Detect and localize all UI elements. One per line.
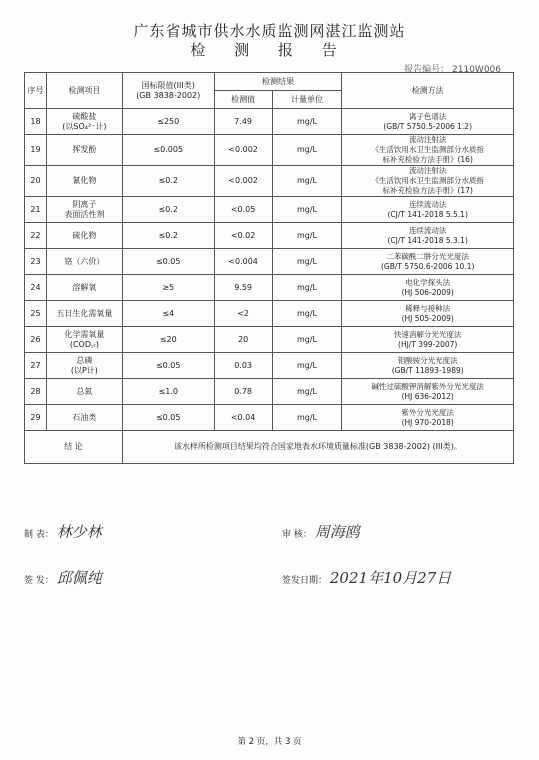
cell-limit xyxy=(122,405,214,431)
cell-value-line: <0.04 xyxy=(230,412,256,422)
cell-value xyxy=(214,327,272,353)
cell-unit-line: mg/L xyxy=(296,256,317,266)
cell-method xyxy=(342,275,514,301)
cell-limit-line: ≤4 xyxy=(162,308,175,318)
cell-method-line: 标补充检验方法手册》(17) xyxy=(382,186,473,195)
cell-method-line: (GB/T 5750.5-2006 1.2) xyxy=(383,121,473,131)
cell-method-line: 电化学探头法 xyxy=(405,277,451,287)
cell-item-line: 硫化物 xyxy=(72,230,97,240)
cell-method-line: 连续流动法 xyxy=(408,225,447,235)
cell-seq xyxy=(25,166,47,197)
cell-item-line: 总磷 xyxy=(76,355,93,365)
cell-method-line: 稀释与接种法 xyxy=(405,303,451,313)
cell-limit-line: ≤20 xyxy=(159,334,177,344)
cell-seq-line: 23 xyxy=(30,256,41,266)
cell-seq xyxy=(25,301,47,327)
cell-value-line: 0.78 xyxy=(234,386,252,396)
cell-method xyxy=(342,223,514,249)
table-row xyxy=(25,301,514,327)
cell-value xyxy=(214,109,272,135)
cell-value xyxy=(214,275,272,301)
cell-seq xyxy=(25,379,47,405)
cell-unit xyxy=(272,275,342,301)
cell-unit-line: mg/L xyxy=(296,334,317,344)
cell-value xyxy=(214,166,272,197)
cell-unit xyxy=(272,379,342,405)
cell-seq-line: 21 xyxy=(30,204,41,214)
table-row xyxy=(25,249,514,275)
conclusion-text: 该水样所检测项目结果均符合国家地表水环境质量标准(GB 3838-2002) (III类)。 xyxy=(122,431,513,464)
cell-method-line: 钼酸铵分光光度法 xyxy=(397,355,458,365)
results-table xyxy=(24,72,514,464)
cell-unit xyxy=(272,166,342,197)
cell-limit-line: ≤0.05 xyxy=(155,256,181,266)
cell-unit xyxy=(272,109,342,135)
table-row xyxy=(25,166,514,197)
table-row xyxy=(25,327,514,353)
cell-method-line: (GB/T 5750.6-2006 10.1) xyxy=(380,261,475,271)
cell-value-line: <0.002 xyxy=(228,176,258,185)
cell-seq xyxy=(25,197,47,223)
org-title: 广东省城市供水水质监测网湛江监测站 xyxy=(133,22,406,40)
cell-limit-line: ≤250 xyxy=(157,116,180,126)
cell-limit xyxy=(122,379,214,405)
cell-unit-line: mg/L xyxy=(296,282,317,292)
cell-seq xyxy=(25,353,47,379)
cell-unit-line: mg/L xyxy=(296,360,317,370)
table-row xyxy=(25,197,514,223)
cell-item-line: 阴离子 xyxy=(72,199,97,209)
cell-method xyxy=(342,301,514,327)
cell-value-line: <0.004 xyxy=(228,256,258,266)
issue-date xyxy=(282,567,451,588)
cell-limit-line: ≤0.2 xyxy=(158,204,178,214)
cell-value xyxy=(214,249,272,275)
cell-item-line: 五日生化需氧量 xyxy=(56,308,113,318)
cell-method-line: 《生活饮用水卫生监测部分水质指 xyxy=(371,176,484,185)
cell-item xyxy=(46,379,122,405)
cell-item xyxy=(46,109,122,135)
prepared-label: 制 表： xyxy=(24,530,54,540)
cell-item xyxy=(46,249,122,275)
cell-method-line: 《生活饮用水卫生监测部分水质指 xyxy=(371,145,484,154)
cell-value xyxy=(214,379,272,405)
cell-value-line: <0.02 xyxy=(230,230,256,240)
cell-limit-line: ≥5 xyxy=(162,282,175,292)
report-number-value: 2110W006 xyxy=(452,65,501,75)
cell-seq-line: 22 xyxy=(30,230,41,240)
cell-method xyxy=(342,135,514,166)
cell-method xyxy=(342,405,514,431)
prepared-signature: 林少林 xyxy=(56,523,102,541)
cell-seq xyxy=(25,275,47,301)
cell-method-line: 流动注射法 xyxy=(408,135,447,144)
cell-unit-line: mg/L xyxy=(296,145,317,154)
header-item: 检测项目 xyxy=(46,73,122,109)
cell-method-line: 二苯碳酰二肼分光光度法 xyxy=(386,251,469,261)
cell-method-line: 快速消解分光光度法 xyxy=(393,329,462,339)
cell-item xyxy=(46,135,122,166)
cell-value-line: <0.002 xyxy=(228,145,258,154)
cell-unit xyxy=(272,301,342,327)
cell-method-line: (CJ/T 141-2018 5.5.1) xyxy=(387,209,468,219)
cell-method-line: (HJ/T 399-2007) xyxy=(398,339,458,349)
cell-limit xyxy=(122,249,214,275)
cell-unit-line: mg/L xyxy=(296,308,317,318)
cell-unit-line: mg/L xyxy=(296,412,317,422)
cell-method-line: (GB/T 11893-1989) xyxy=(391,365,464,375)
cell-item-line: (以SO₄²⁻计) xyxy=(62,121,107,131)
cell-method xyxy=(342,379,514,405)
cell-value-line: 7.49 xyxy=(234,116,252,126)
cell-seq-line: 20 xyxy=(30,176,41,185)
header-method: 检测方法 xyxy=(342,73,514,109)
cell-unit xyxy=(272,135,342,166)
cell-value xyxy=(214,223,272,249)
cell-item-line: 总氮 xyxy=(76,386,93,396)
cell-unit-line: mg/L xyxy=(296,230,317,240)
reviewed-by xyxy=(282,521,360,542)
cell-method-line: 连续流动法 xyxy=(408,199,447,209)
cell-limit xyxy=(122,275,214,301)
cell-method-line: 紫外分光光度法 xyxy=(401,407,454,417)
cell-method-line: (HJ 506-2009) xyxy=(401,287,454,297)
cell-item-line: 溶解氧 xyxy=(72,282,97,292)
cell-limit-line: ≤0.2 xyxy=(158,176,178,185)
header-limit-std: (GB 3838-2002) xyxy=(136,90,201,100)
cell-value-line: 9.59 xyxy=(234,282,252,292)
cell-method-line: (HJ 636-2012) xyxy=(401,391,454,401)
issued-signature: 邱佩纯 xyxy=(56,569,102,587)
cell-limit-line: ≤0.005 xyxy=(153,145,184,154)
header-unit: 计量单位 xyxy=(272,91,342,109)
cell-limit xyxy=(122,109,214,135)
table-row xyxy=(25,353,514,379)
cell-unit-line: mg/L xyxy=(296,116,317,126)
cell-unit xyxy=(272,249,342,275)
cell-limit-line: ≤0.2 xyxy=(158,230,178,240)
reviewed-label: 审 核： xyxy=(282,530,312,540)
cell-limit xyxy=(122,223,214,249)
cell-value xyxy=(214,301,272,327)
prepared-by xyxy=(24,521,102,542)
cell-item-line: 挥发酚 xyxy=(72,145,97,154)
cell-item-line: 石油类 xyxy=(72,412,97,422)
cell-method-line: (HJ 505-2009) xyxy=(401,313,454,323)
cell-item xyxy=(46,197,122,223)
cell-item-line: (COD꜀ᵣ) xyxy=(69,339,99,349)
table-row xyxy=(25,135,514,166)
cell-seq-line: 29 xyxy=(30,412,41,422)
table-row xyxy=(25,223,514,249)
cell-method-line: 流动注射法 xyxy=(408,166,447,175)
cell-limit xyxy=(122,135,214,166)
cell-item-line: 氰化物 xyxy=(72,176,97,185)
cell-limit xyxy=(122,353,214,379)
cell-unit-line: mg/L xyxy=(296,386,317,396)
cell-limit-line: ≤0.05 xyxy=(155,412,181,422)
cell-value xyxy=(214,353,272,379)
cell-item xyxy=(46,327,122,353)
header-result: 检测结果 xyxy=(214,73,342,91)
header-seq: 序号 xyxy=(25,73,47,109)
cell-method-line: (CJ/T 141-2018 5.3.1) xyxy=(387,235,468,245)
issued-label: 签 发： xyxy=(24,576,54,586)
cell-item-line: 铬（六价） xyxy=(64,256,105,266)
cell-item-line: 表面活性剂 xyxy=(64,209,105,219)
cell-method-line: (HJ 970-2018) xyxy=(401,417,454,427)
cell-seq-line: 25 xyxy=(30,308,41,318)
cell-seq-line: 18 xyxy=(30,116,41,126)
header-limit xyxy=(122,73,214,109)
cell-seq-line: 27 xyxy=(30,360,41,370)
cell-method-line: 离子色谱法 xyxy=(408,111,447,121)
report-title: 检 测 报 告 xyxy=(190,41,349,59)
cell-seq xyxy=(25,135,47,166)
cell-seq xyxy=(25,223,47,249)
header-limit-label: 国标限值(III类) xyxy=(141,80,195,90)
cell-method xyxy=(342,197,514,223)
cell-limit-line: ≤0.05 xyxy=(155,360,181,370)
cell-method xyxy=(342,327,514,353)
cell-item xyxy=(46,353,122,379)
cell-item xyxy=(46,301,122,327)
cell-item xyxy=(46,166,122,197)
table-row xyxy=(25,379,514,405)
cell-item xyxy=(46,223,122,249)
cell-seq xyxy=(25,405,47,431)
cell-value xyxy=(214,405,272,431)
cell-unit xyxy=(272,223,342,249)
cell-seq-line: 28 xyxy=(30,386,41,396)
cell-limit xyxy=(122,166,214,197)
issue-date-label: 签发日期： xyxy=(282,576,328,586)
cell-seq-line: 24 xyxy=(30,282,41,292)
cell-method xyxy=(342,249,514,275)
issue-date-value: 2021年10月27日 xyxy=(329,569,452,587)
cell-method xyxy=(342,166,514,197)
cell-value-line: <0.05 xyxy=(230,204,256,214)
table-row xyxy=(25,109,514,135)
cell-value-line: 0.03 xyxy=(234,360,252,370)
cell-unit-line: mg/L xyxy=(296,176,317,185)
cell-item xyxy=(46,405,122,431)
cell-value-line: <2 xyxy=(237,308,249,318)
cell-item-line: (以P计) xyxy=(70,365,98,375)
cell-unit xyxy=(272,197,342,223)
cell-value xyxy=(214,197,272,223)
cell-method xyxy=(342,353,514,379)
conclusion-label: 结 论 xyxy=(25,431,123,464)
cell-unit xyxy=(272,353,342,379)
cell-limit xyxy=(122,301,214,327)
header-value: 检测值 xyxy=(214,91,272,109)
cell-method-line: 标补充检验方法手册》(16) xyxy=(382,155,473,164)
issued-by xyxy=(24,567,102,588)
cell-limit xyxy=(122,327,214,353)
cell-seq xyxy=(25,327,47,353)
cell-seq xyxy=(25,249,47,275)
cell-limit-line: ≤1.0 xyxy=(158,386,178,396)
cell-seq xyxy=(25,109,47,135)
cell-unit xyxy=(272,405,342,431)
reviewed-signature: 周海鸥 xyxy=(314,523,360,541)
cell-seq-line: 26 xyxy=(30,334,41,344)
table-row xyxy=(25,405,514,431)
page-footer: 第 2 页，共 3 页 xyxy=(237,737,302,747)
cell-unit-line: mg/L xyxy=(296,204,317,214)
report-number-label: 报告编号： xyxy=(404,65,450,75)
cell-unit xyxy=(272,327,342,353)
cell-method-line: 碱性过硫酸钾消解紫外分光光度法 xyxy=(371,381,484,391)
cell-seq-line: 19 xyxy=(30,145,41,154)
cell-item-line: 化学需氧量 xyxy=(64,329,105,339)
cell-method xyxy=(342,109,514,135)
cell-item-line: 硫酸盐 xyxy=(72,111,97,121)
cell-value xyxy=(214,135,272,166)
cell-value-line: 20 xyxy=(238,334,249,344)
cell-item xyxy=(46,275,122,301)
cell-limit xyxy=(122,197,214,223)
table-row xyxy=(25,275,514,301)
